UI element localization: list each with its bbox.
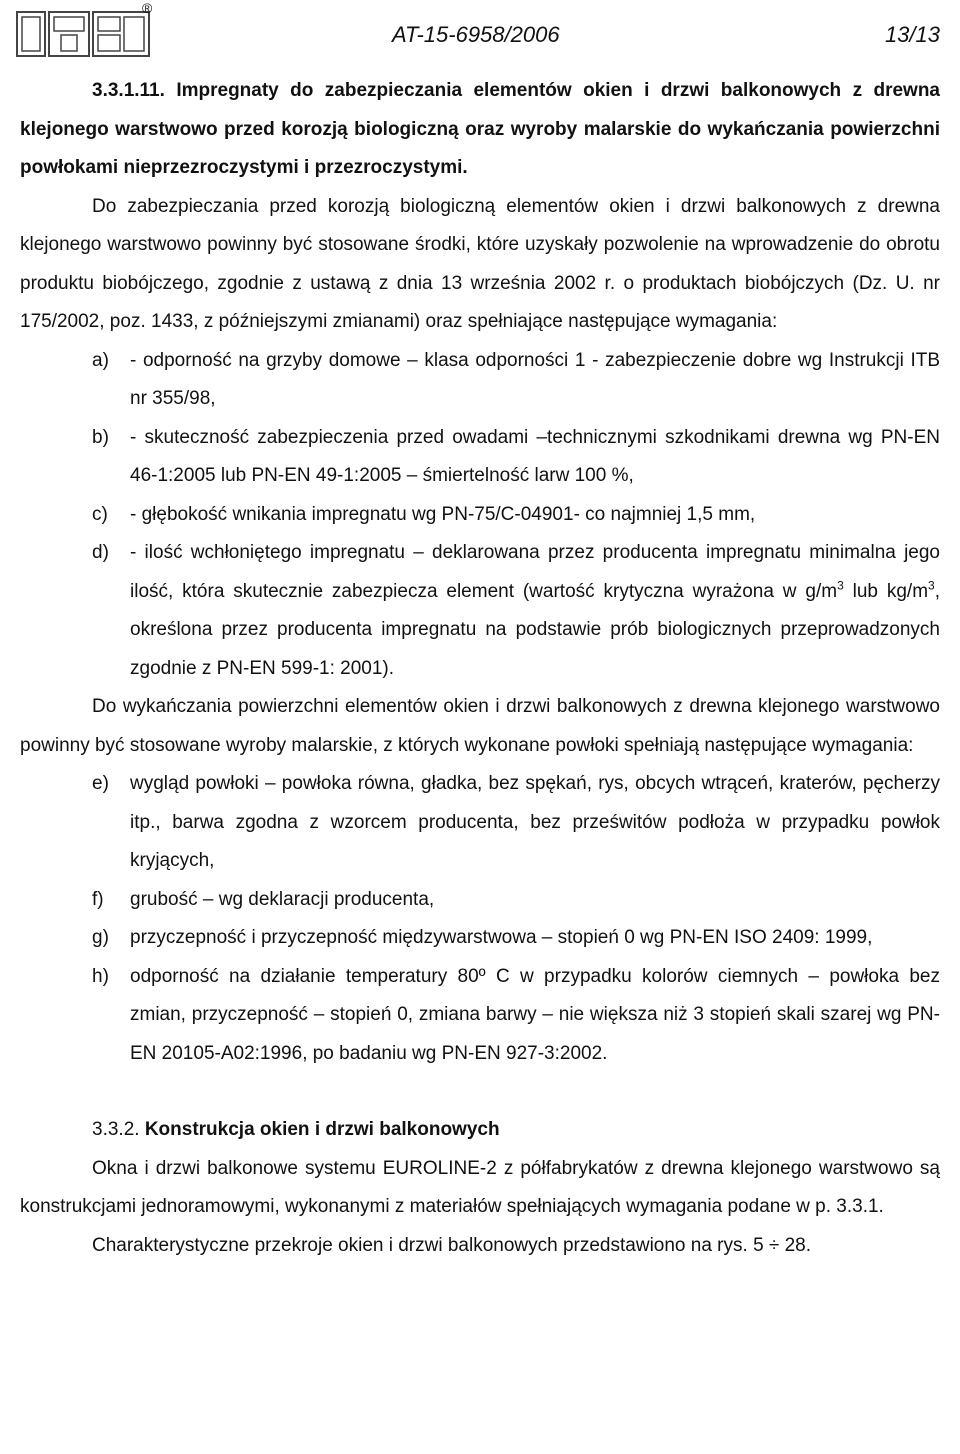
spacer (20, 1073, 940, 1111)
section-3-3-1-11-heading (20, 72, 940, 188)
page-header (0, 0, 960, 70)
list-item-label: h) (92, 965, 109, 987)
list-item-text-part: lub kg/m (843, 580, 929, 602)
document-number: AT-15-6958/2006 (392, 22, 560, 47)
paragraph-biocide: Do zabezpieczania przed korozją biologiczną elementów okien i drzwi balkonowych z drewna klejonego warstwowo powinny być stosowane środki, które uzyskały pozwolenie na wprowadzenie do obrotu produktu biobójczego, zgodnie z ustawą z dnia 13 września 2002 r. o produktach biobójczych (Dz. U. nr 175/2002, poz. 1433, z późniejszymi zmianami) oraz spełniające następujące wymagania: (20, 195, 940, 332)
list-item-label: c) (92, 503, 108, 525)
list-item-label: b) (92, 426, 109, 448)
superscript: 3 (837, 578, 844, 593)
list-item (20, 342, 940, 419)
list-item (20, 419, 940, 496)
list-item-text: - głębokość wnikania impregnatu wg PN-75/C-04901- co najmniej 1,5 mm, (130, 503, 756, 525)
superscript: 3 (928, 578, 935, 593)
paragraph-construction: Okna i drzwi balkonowe systemu EUROLINE-2 z półfabrykatów z drewna klejonego warstwowo są konstrukcjami jednoramowymi, wykonanymi z materiałów spełniających wymagania podane w p. 3.3.1. (20, 1157, 940, 1217)
page-number: 13/13 (884, 22, 940, 47)
section-title: Impregnaty do zabezpieczania elementów okien i drzwi balkonowych z drewna klejonego warstwowo przed korozją biologiczną oraz wyroby malarskie do wykańczania powierzchni powłokami nieprzezroczystymi i przezroczystymi. (20, 80, 941, 178)
list-item-text: - odporność na grzyby domowe – klasa odporności 1 - zabezpieczenie dobre wg Instrukcji ITB nr 355/98, (130, 349, 940, 409)
section-number: 3.3.1.11. (92, 80, 165, 101)
list-item-text: odporność na działanie temperatury 80º C w przypadku kolorów ciemnych – powłoka bez zmian, przyczepność – stopień 0, zmiana barwy – nie większa niż 3 stopień skali szarej wg PN-EN 20105-A02:1996, po badaniu wg PN-EN 927-3:2002. (130, 965, 940, 1064)
list-item-text-part: - ilość wchłoniętego impregnatu – deklarowana przez producenta impregnatu minimalna jego ilość, która skutecznie zabezpiecza element (wartość krytyczna wyrażona w g/m (130, 542, 940, 602)
list-item-text-part: , określona przez producenta impregnatu na podstawie prób biologicznych przeprowadzonych zgodnie z PN-EN 599-1: 2001). (130, 580, 940, 679)
list-item-text: wygląd powłoki – powłoka równa, gładka, bez spękań, rys, obcych wtrąceń, kraterów, pęcherzy itp., barwa zgodna z wzorcem producenta, bez prześwitów podłoża w przypadku powłok kryjących, (130, 773, 940, 871)
requirements-list-impregnants (20, 342, 940, 689)
list-item-label: e) (92, 773, 109, 794)
section-title: Konstrukcja okien i drzwi balkonowych (144, 1119, 500, 1140)
list-item-text: przyczepność i przyczepność międzywarstwowa – stopień 0 wg PN-EN ISO 2409: 1999, (130, 927, 873, 948)
paragraph-cross-sections: Charakterystyczne przekroje okien i drzwi balkonowych przedstawiono na rys. 5 ÷ 28. (92, 1234, 812, 1256)
section-3-3-2-heading (20, 1111, 940, 1150)
registered-mark: ® (142, 0, 153, 16)
list-item (20, 534, 940, 688)
list-item-text: grubość – wg deklaracji producenta, (130, 888, 435, 910)
itb-logo-icon (16, 0, 156, 63)
list-item-label: a) (92, 349, 109, 371)
list-item (20, 881, 940, 920)
document-body (20, 72, 940, 1265)
list-item (20, 496, 940, 535)
requirements-list-coatings (20, 765, 940, 1073)
list-item-text: - skuteczność zabezpieczenia przed owadami –technicznymi szkodnikami drewna wg PN-EN 46-1:2005 lub PN-EN 49-1:2005 – śmiertelność larw 100 %, (130, 426, 940, 486)
section-number: 3.3.2. (92, 1119, 140, 1140)
list-item (20, 919, 940, 958)
list-item-label: d) (92, 542, 109, 563)
list-item (20, 765, 940, 881)
paragraph-coatings: Do wykańczania powierzchni elementów okien i drzwi balkonowych z drewna klejonego warstwowo powinny być stosowane wyroby malarskie, z których wykonane powłoki spełniają następujące wymagania: (20, 696, 940, 756)
list-item (20, 958, 940, 1074)
list-item-label: f) (92, 888, 104, 910)
list-item-label: g) (92, 927, 109, 948)
